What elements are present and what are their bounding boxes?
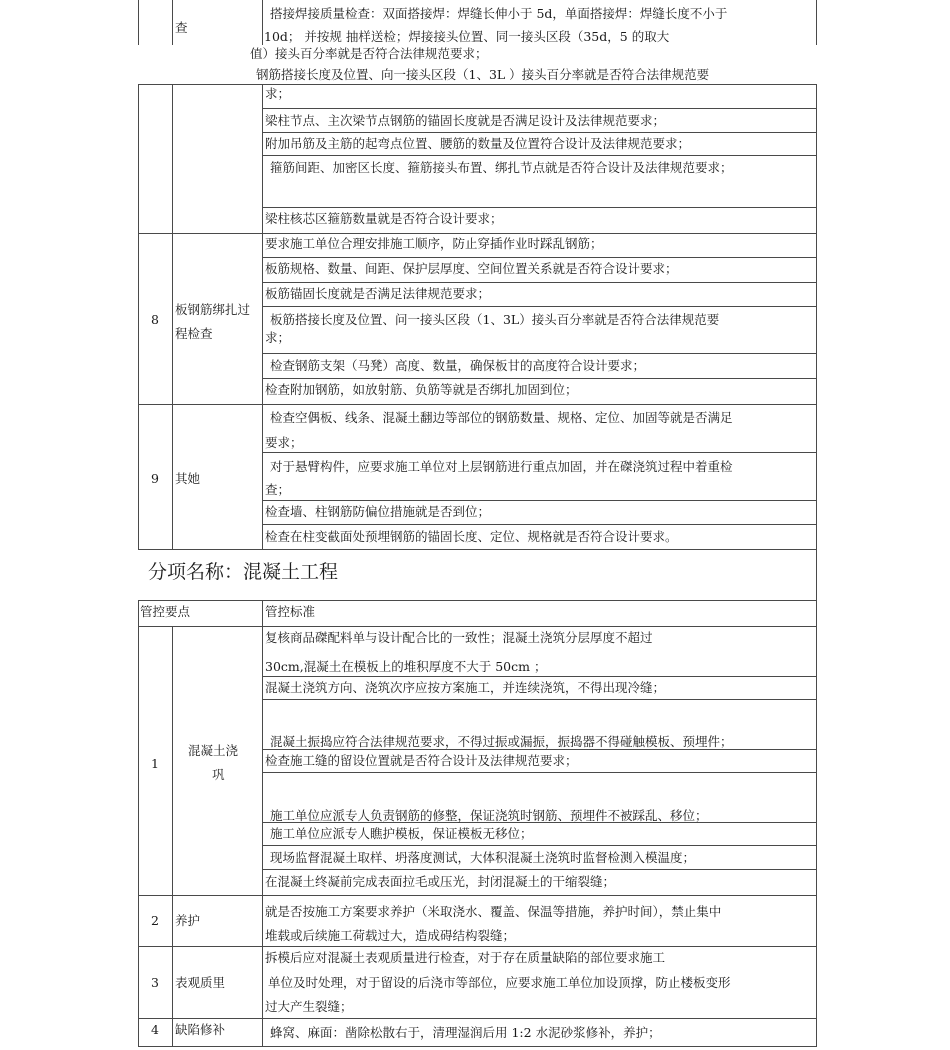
standard-text: 求；: [265, 330, 291, 345]
standard-text: 要求；: [265, 435, 303, 450]
table-border: [262, 600, 263, 1047]
standard-text: 混凝土振捣应符合法律规范要求，不得过振或漏振，振捣器不得碰触模板、预埋件；: [270, 734, 733, 749]
standard-text: 堆载或后续施工荷载过大，造成碍结构裂缝；: [265, 928, 516, 943]
item-name: 巩: [212, 767, 225, 782]
standard-text: 混凝土浇筑方向、浇筑次序应按方案施工，并连续浇筑，不得出现冷缝；: [265, 680, 666, 695]
standard-text: 要求施工单位合理安排施工顺序，防止穿插作业时踩乱钢筋；: [265, 236, 603, 251]
table-border: [262, 452, 817, 453]
standard-text: 拆模后应对混凝土表观质量进行检查，对于存在质量缺陷的部位要求施工: [265, 950, 666, 965]
standard-text: 梁柱核芯区箍筋数量就是否符合设计要求；: [265, 211, 503, 226]
table-border: [816, 0, 817, 45]
table-border: [262, 306, 817, 307]
standard-text: 板筋搭接长度及位置、问一接头区段（1、3L）接头百分率就是否符合法律规范要: [270, 312, 720, 327]
standard-text: 检查钢筋支架（马凳）高度、数量，确保板甘的高度符合设计要求；: [270, 358, 646, 373]
standard-text: 检查空偶板、线条、混凝土翻边等部位的钢筋数量、规格、定位、加固等就是否满足: [270, 410, 733, 425]
table-border: [262, 207, 817, 208]
standard-text: 30cm,混凝土在模板上的堆积厚度不大于 50cm ；: [265, 659, 547, 674]
table-border: [262, 676, 817, 677]
table-border: [262, 772, 817, 773]
row-number: 9: [151, 471, 159, 486]
item-name: 板钢筋绑扎过: [175, 302, 251, 317]
row-number: 2: [151, 913, 159, 928]
table-border: [262, 699, 817, 700]
standard-text: 求；: [265, 86, 291, 101]
standard-text: 施工单位应派专人瞧护模板，保证模板无移位；: [270, 826, 533, 841]
table-border: [138, 1018, 817, 1019]
standard-text: 板筋规格、数量、间距、保护层厚度、空间位置关系就是否符合设计要求；: [265, 261, 678, 276]
row-number: 1: [151, 756, 159, 771]
table-border: [262, 282, 817, 283]
standard-text: 过大产生裂缝；: [265, 999, 353, 1014]
standard-text: 箍筋间距、加密区长度、箍筋接头布置、绑扎节点就是否符合设计及法律规范要求；: [270, 160, 733, 175]
table-border: [138, 0, 139, 45]
row-number: 4: [151, 1022, 159, 1037]
standard-text: 蜂窝、麻面：凿除松散右于，清理湿润后用 1:2 水泥砂浆修补，养护；: [270, 1025, 661, 1040]
table-border: [262, 155, 817, 156]
table-border: [138, 549, 817, 550]
standard-text: 对于悬臂构件，应要求施工单位对上层钢筋进行重点加固，并在磔浇筑过程中着重检: [270, 459, 733, 474]
table-border: [138, 600, 139, 1047]
standard-text: 检查墙、柱钢筋防偏位措施就是否到位；: [265, 504, 491, 519]
standard-text: 钢筋搭接长度及位置、向一接头区段（1、3L ）接头百分率就是否符合法律规范要: [256, 67, 710, 82]
row-number: 3: [151, 975, 159, 990]
table-border: [138, 84, 139, 549]
table-border: [262, 353, 817, 354]
table-border: [262, 378, 817, 379]
table-border: [138, 404, 817, 405]
table-border: [262, 132, 817, 133]
item-name: 程检查: [175, 326, 213, 341]
table-border: [262, 524, 817, 525]
table-border: [262, 0, 263, 45]
standard-text: 现场监督混凝土取样、坍落度测试，大体积混凝土浇筑时监督检测入模温度；: [270, 850, 696, 865]
standard-text: 值）接头百分率就是否符合法律规范要求；: [250, 46, 488, 61]
table-border: [172, 0, 173, 45]
table-border: [262, 500, 817, 501]
item-name: 查: [175, 20, 188, 35]
standard-text: 单位及时处理，对于留设的后浇市等部位，应要求施工单位加设顶撑，防止楼板变形: [268, 975, 731, 990]
item-name: 缺陷修补: [175, 1022, 226, 1037]
standard-text: 在混凝土终凝前完成表面拉毛或压光，封闭混凝土的干缩裂缝；: [265, 874, 616, 889]
table-border: [262, 257, 817, 258]
standard-text: 复核商品磔配料单与设计配合比的一致性；混凝土浇筑分层厚度不超过: [265, 630, 653, 645]
row-number: 8: [151, 312, 159, 327]
standard-text: 施工单位应派专人负责钢筋的修整，保证浇筑时钢筋、预埋件不被踩乱、移位；: [270, 808, 708, 823]
table-border: [172, 84, 173, 549]
standard-text: 梁柱节点、主次梁节点钢筋的锚固长度就是否满足设计及法律规范要求；: [265, 113, 666, 128]
standard-text: 查；: [265, 482, 291, 497]
table-border: [138, 233, 817, 234]
column-header: 管控要点: [140, 604, 191, 619]
standard-text: 检查附加钢筋，如放射筋、负筋等就是否绑扎加固到位；: [265, 382, 578, 397]
item-name: 表观质里: [175, 975, 226, 990]
table-border: [138, 600, 817, 601]
column-header: 管控标准: [265, 604, 316, 619]
standard-text: 搭接焊接质量检查：双面搭接焊：焊缝长伸小于 5d，单面搭接焊：焊缝长度不小于: [270, 6, 728, 21]
standard-text: 就是否按施工方案要求养护（米取浇水、覆盖、保温等措施，养护时间），禁止集中: [265, 904, 722, 919]
table-border: [138, 626, 817, 627]
standard-text: 10d； 并按规 抽样送检；焊接接头位置、同一接头区段（35d，5 的取大: [264, 29, 670, 44]
item-name: 养护: [175, 913, 201, 928]
table-border: [262, 108, 817, 109]
item-name: 混凝土浇: [188, 743, 239, 758]
standard-text: 检查施工缝的留设位置就是否符合设计及法律规范要求；: [265, 753, 578, 768]
item-name: 其她: [175, 471, 201, 486]
section-title: 分项名称：混凝土工程: [148, 561, 339, 583]
table-border: [138, 895, 817, 896]
table-border: [138, 946, 817, 947]
standard-text: 检查在柱变截面处预埋钢筋的锚固长度、定位、规格就是否符合设计要求。: [265, 529, 678, 544]
table-border: [262, 84, 263, 549]
table-border: [172, 626, 173, 1047]
table-border: [138, 1046, 817, 1047]
table-border: [138, 84, 817, 85]
table-border: [262, 869, 817, 870]
standard-text: 附加吊筋及主筋的起弯点位置、腰筋的数量及位置符合设计及法律规范要求；: [265, 136, 691, 151]
table-border: [262, 845, 817, 846]
table-border: [816, 84, 817, 1047]
standard-text: 板筋锚固长度就是否满足法律规范要求；: [265, 286, 491, 301]
